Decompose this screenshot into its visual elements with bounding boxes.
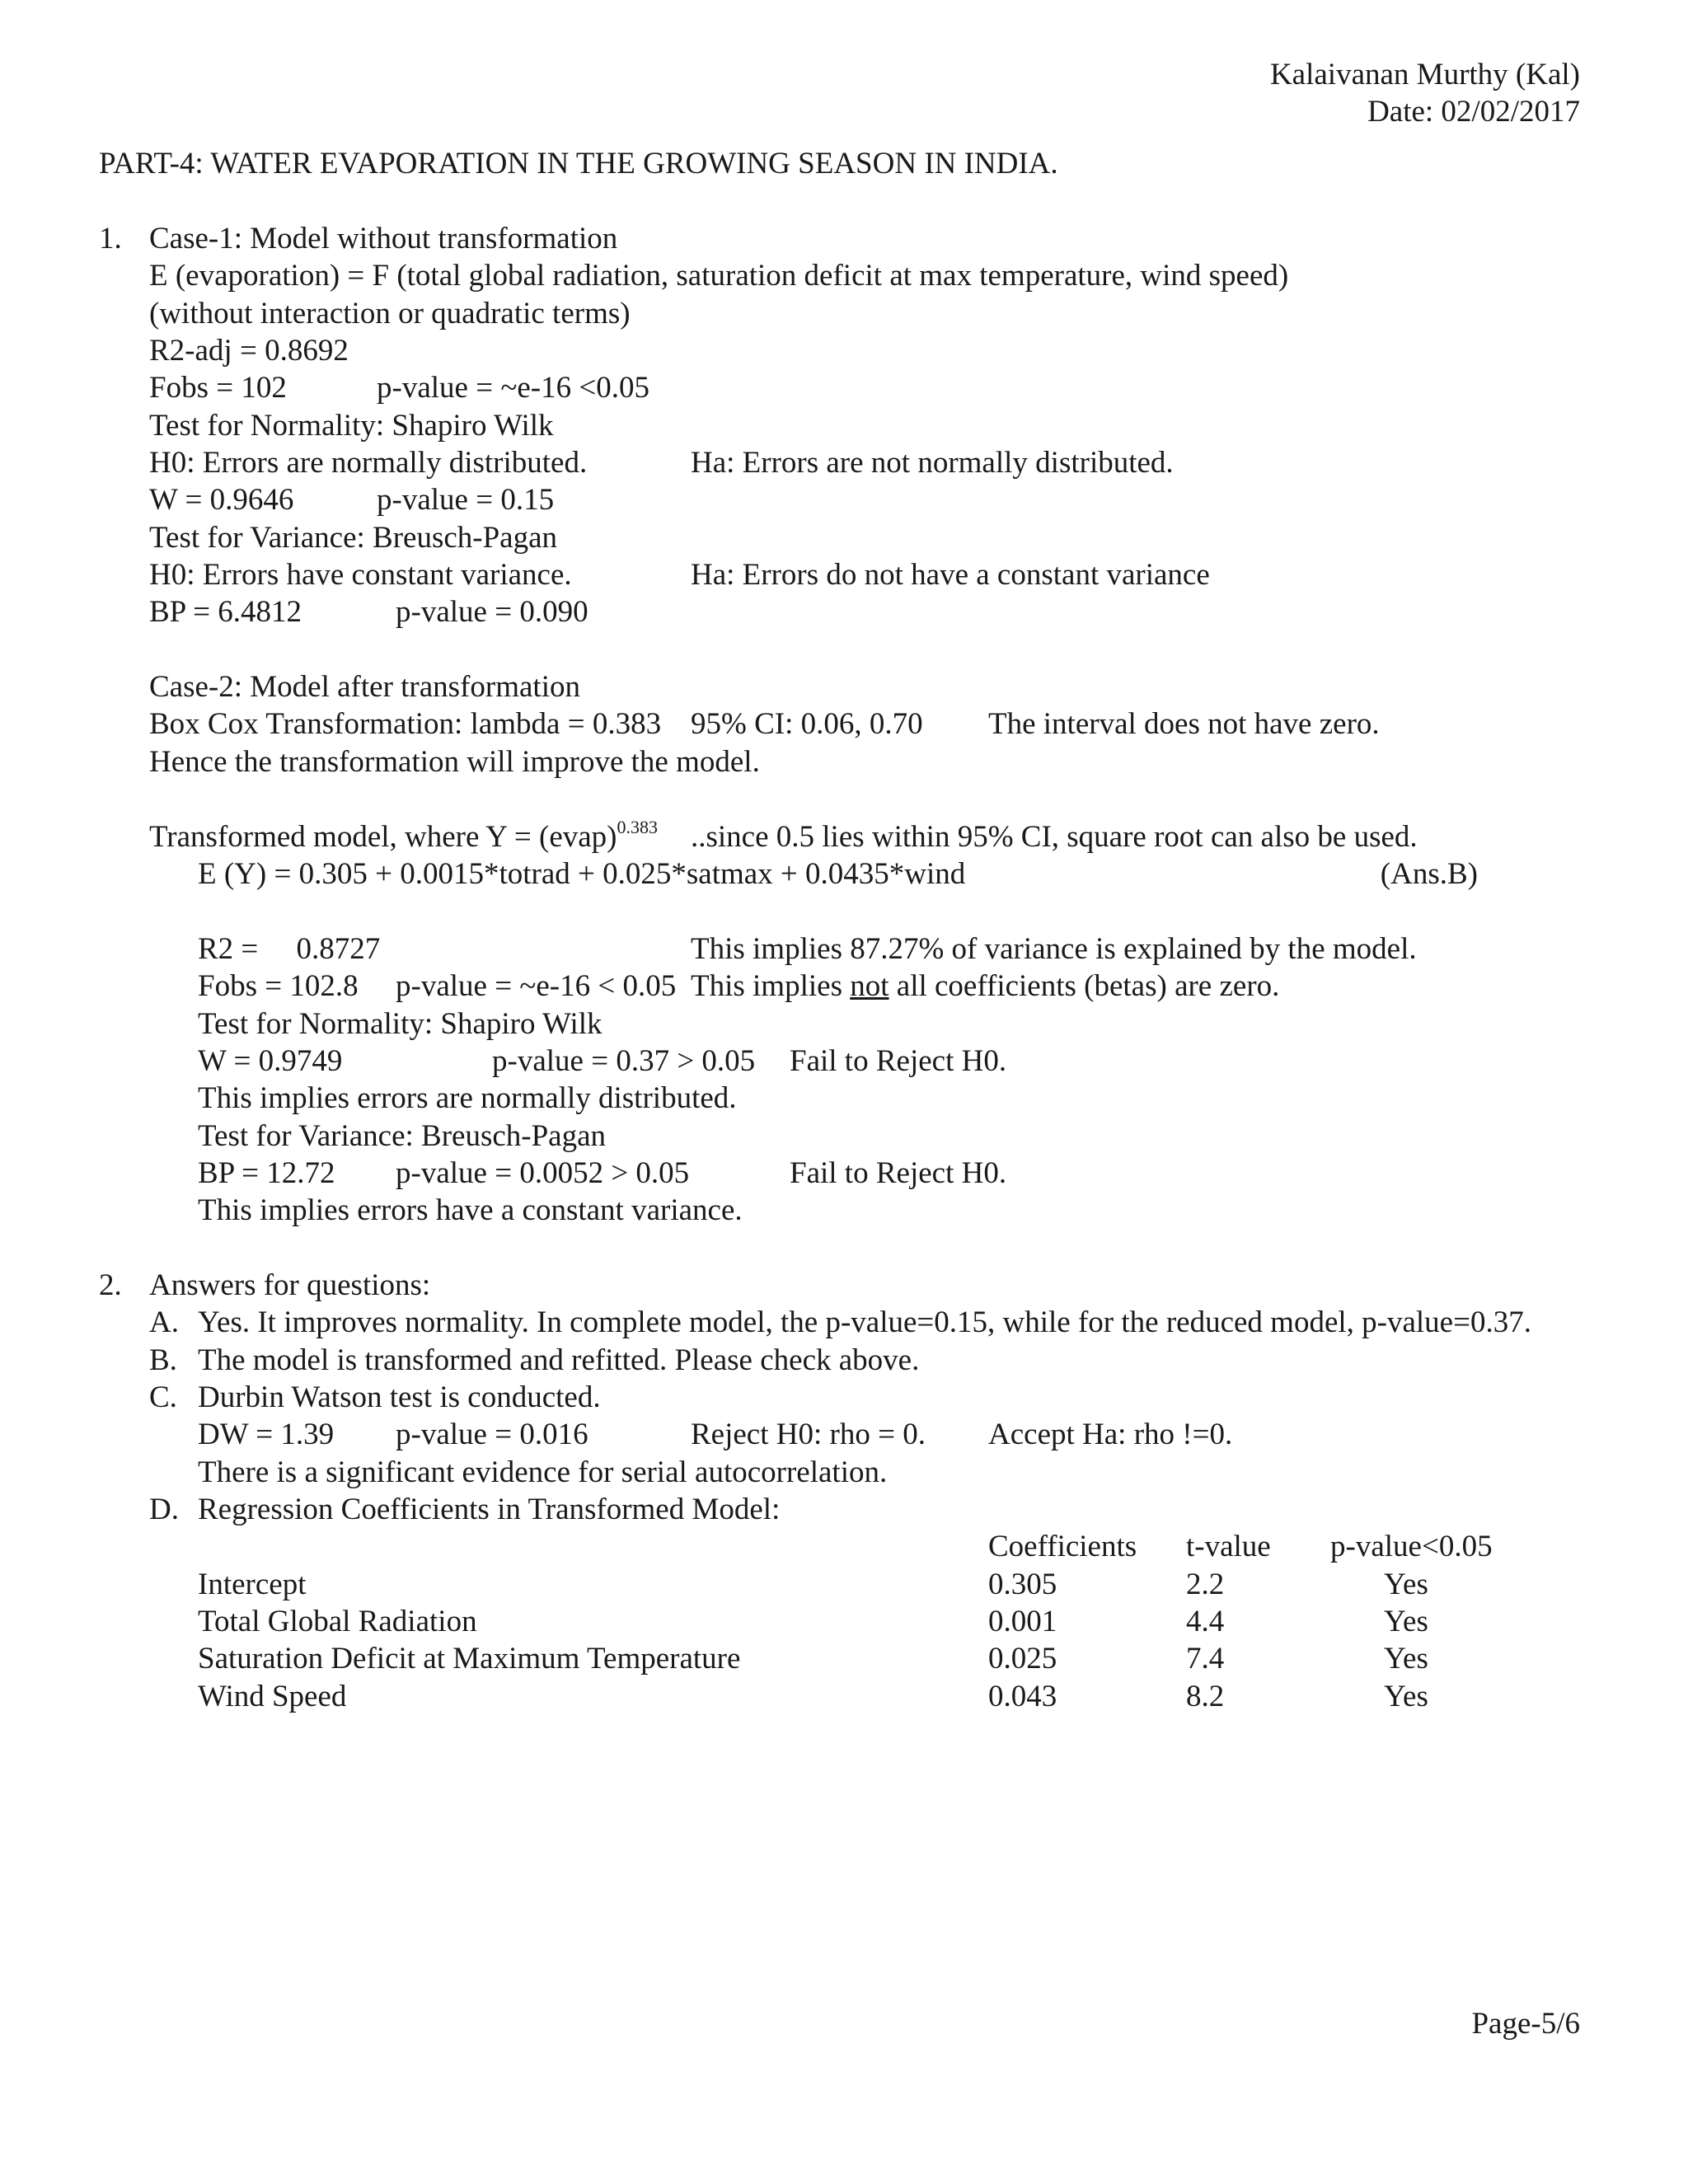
table-row-name: Total Global Radiation [198,1605,477,1638]
answer-d-text: Regression Coefficients in Transformed Model: [198,1493,781,1526]
case1-normality-ha: Ha: Errors are not normally distributed. [691,446,1174,480]
answer-b-label: (Ans.B) [1380,857,1478,891]
case1-model: E (evaporation) = F (total global radiation, saturation deficit at max temperature, wind speed) [149,259,1289,293]
page-number: Page-5/6 [1471,2007,1580,2041]
case1-fobs-pvalue: p-value = ~e-16 <0.05 [377,371,649,405]
answer-b-item-label: B. [149,1343,177,1377]
transformed-model-definition: Transformed model, where Y = (evap)$^{0.383}$ [149,817,658,854]
case2-heading: Case-2: Model after transformation [149,670,580,704]
case1-normality-h0: H0: Errors are normally distributed. [149,446,588,480]
case2-fobs: Fobs = 102.8 [198,969,359,1003]
table-header-t-value: t-value [1186,1530,1271,1563]
case2-variance-test: Test for Variance: Breusch-Pagan [198,1119,607,1153]
table-row-name: Intercept [198,1568,307,1601]
case1-w: W = 0.9646 [149,483,294,517]
case2-ci: 95% CI: 0.06, 0.70 [691,707,923,741]
section-2-heading: Answers for questions: [149,1268,431,1302]
answer-c-text: Durbin Watson test is conducted. [198,1380,601,1414]
answer-a-text: Yes. It improves normality. In complete model, the p-value=0.15, while for the reduced model, p-value=0.37. [198,1305,1531,1339]
author-name: Kalaivanan Murthy (Kal) [1269,58,1580,91]
table-row-coef: 0.043 [988,1680,1057,1713]
case2-w-result: Fail to Reject H0. [790,1044,1007,1078]
transformed-model-exponent: 0.383 [617,817,658,837]
table-row-p: Yes [1384,1568,1428,1601]
answer-a-label: A. [149,1305,179,1339]
table-row-name: Saturation Deficit at Maximum Temperature [198,1642,741,1675]
case1-bp: BP = 6.4812 [149,595,302,629]
case2-bp-pvalue: p-value = 0.0052 > 0.05 [396,1156,690,1190]
dw-pvalue: p-value = 0.016 [396,1418,588,1451]
case2-r2: R2 = 0.8727 [198,932,381,966]
answer-c-label: C. [149,1380,177,1414]
table-row-p: Yes [1384,1680,1428,1713]
section-1-number: 1. [99,222,122,255]
dw-reject: Reject H0: rho = 0. [691,1418,926,1451]
case1-variance-ha: Ha: Errors do not have a constant variance [691,558,1210,592]
table-row-p: Yes [1384,1605,1428,1638]
case2-boxcox: Box Cox Transformation: lambda = 0.383 [149,707,662,741]
page-title: PART-4: WATER EVAPORATION IN THE GROWING SEASON IN INDIA. [99,147,1058,180]
case2-ci-note: The interval does not have zero. [988,707,1380,741]
case2-bp-note: This implies errors have a constant variance. [198,1193,743,1227]
document-date: Date: 02/02/2017 [1367,95,1580,129]
table-header-coefficients: Coefficients [988,1530,1137,1563]
table-row-t: 2.2 [1186,1568,1225,1601]
dw-statistic: DW = 1.39 [198,1418,335,1451]
table-row-name: Wind Speed [198,1680,347,1713]
case2-w: W = 0.9749 [198,1044,343,1078]
table-row-t: 8.2 [1186,1680,1225,1713]
table-row-t: 4.4 [1186,1605,1225,1638]
case2-w-pvalue: p-value = 0.37 > 0.05 [492,1044,756,1078]
table-row-coef: 0.025 [988,1642,1057,1675]
answer-b-text: The model is transformed and refitted. Please check above. [198,1343,920,1377]
case2-hence: Hence the transformation will improve the model. [149,745,760,779]
dw-note: There is a significant evidence for serial autocorrelation. [198,1455,888,1489]
table-row-t: 7.4 [1186,1642,1225,1675]
case2-w-note: This implies errors are normally distributed. [198,1081,737,1115]
case1-bp-pvalue: p-value = 0.090 [396,595,588,629]
section-2-number: 2. [99,1268,122,1302]
table-row-coef: 0.001 [988,1605,1057,1638]
case1-variance-h0: H0: Errors have constant variance. [149,558,572,592]
case1-r2adj: R2-adj = 0.8692 [149,334,349,368]
table-row-p: Yes [1384,1642,1428,1675]
transformed-equation: E (Y) = 0.305 + 0.0015*totrad + 0.025*satmax + 0.0435*wind [198,857,966,891]
case1-normality-test: Test for Normality: Shapiro Wilk [149,409,554,443]
case2-r2-note: This implies 87.27% of variance is explained by the model. [691,932,1417,966]
case2-fobs-pvalue: p-value = ~e-16 < 0.05 [396,969,677,1003]
case2-normality-test: Test for Normality: Shapiro Wilk [198,1007,603,1041]
case1-note: (without interaction or quadratic terms) [149,297,631,330]
table-header-p-value: p-value<0.05 [1330,1530,1493,1563]
case1-heading: Case-1: Model without transformation [149,222,618,255]
case1-variance-test: Test for Variance: Breusch-Pagan [149,521,558,555]
case1-w-pvalue: p-value = 0.15 [377,483,555,517]
case2-fobs-note: This implies not all coefficients (betas) are zero. [691,969,1280,1003]
case2-bp: BP = 12.72 [198,1156,335,1190]
case1-fobs: Fobs = 102 [149,371,287,405]
dw-accept: Accept Ha: rho !=0. [988,1418,1233,1451]
table-row-coef: 0.305 [988,1568,1057,1601]
transformed-model-note: ..since 0.5 lies within 95% CI, square root can also be used. [691,820,1418,854]
case2-bp-result: Fail to Reject H0. [790,1156,1007,1190]
answer-d-label: D. [149,1493,179,1526]
